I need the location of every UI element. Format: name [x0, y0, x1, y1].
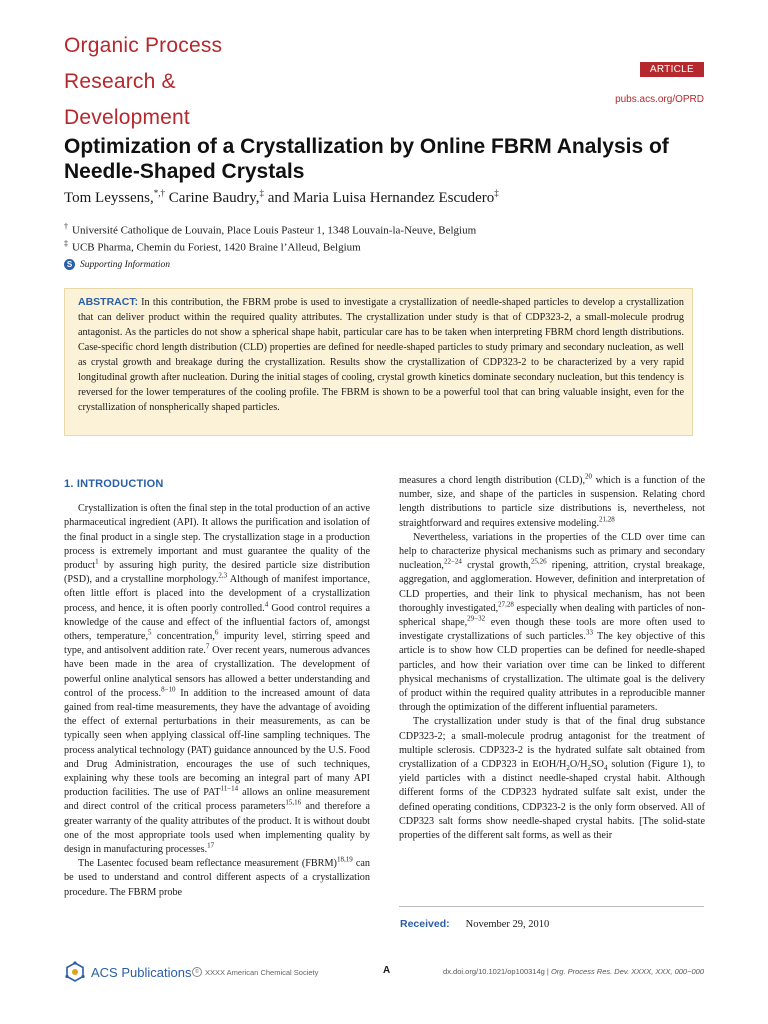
copyright-text: XXXX American Chemical Society [205, 967, 319, 977]
affiliation-1 [64, 220, 476, 238]
author-2-marks: ‡ [259, 188, 264, 198]
intro-paragraph-1: Crystallization is often the final step in the total production of an active pharmaceutical ingredient (API). It allows the purification and isolation of the final product in a single step. The crystallization stage in a production process is extremely important and must guarantee the quality of the product$^1$ by assuring high purity, the desired particle size distribution (PSD), and a crystalline morphology.$^{2,3}$ Although of manifest importance, often little effort is placed into the development of a crystallization process, and hence, it is often poorly controlled.$^4$ Good control requires a knowledge of the cause and effect of the influential factors of, amongst others, temperature,$^5$ concentration,$^6$ impurity level, stirring speed and type, and antisolvent addition rate.$^7$ Over recent years, numerous advances have been made in the area of crystallization. The development of powerful online analytical sensors has allowed a better understanding and control of the process.$^{8-10}$ In addition to the increased amount of data gained from real-time measurements, they have the advantage of avoiding the effect of external perturbations in their measurements, as can be typically seen when applying classical off-line sampling techniques. The process analytical technology (PAT) guidance announced by the U.S. Food and Drug Administration, encourages the use of such techniques, explaining why these tools are becoming an integral part of many API production facilities. The use of $PAT^{11-14}$ allows an online measurement and direct control of the critical process parameters$^{15,16}$ and therefore a greater warranty of the quality attributes of the product. It is without doubt one of the most appropriate tools used when implementing quality by design in manufacturing processes.$^{17}$ [64, 503, 371, 856]
copyright-notice [192, 967, 318, 977]
intro-paragraph-5: The crystallization under study is that of the final drug substance CDP323-2; a small-molecule prodrug antagonist for the treatment of multiple sclerosis. CDP323-2 is the hydrated sulfate salt obtained from crystallization of a CDP323 in EtOH/$H_2O/H_2SO_4$ solution (Figure 1), to yield particles with a distinct needle-shaped crystal habit. Although different forms of the CDP323 hydrated sulfate salt exist, under the defined operating conditions, CDP323-2 is the only form observed. All of CDP323 salt forms show needle-shaped crystal habits. [The solid-state properties of the different salt forms, as well as their [399, 716, 705, 842]
received-date-line [400, 918, 549, 930]
affiliation-1-text: Université Catholique de Louvain, Place Louis Pasteur 1, 1348 Louvain-la-Neuve, Belgium [72, 224, 477, 237]
affiliation-2 [64, 237, 361, 255]
intro-paragraph-2: The Lasentec focused beam reflectance measurement (FBRM)$^{18,19}$ can be used to understand and control different aspects of a crystallization procedure. The FBRM probe [64, 855, 371, 898]
journal-name-line-3: Development [64, 106, 190, 129]
author-1-marks: *,† [153, 188, 166, 198]
abstract-label: ABSTRACT: [78, 296, 139, 308]
author-list [64, 188, 499, 207]
page-number: A [383, 965, 391, 976]
intro-paragraph-3: measures a chord length distribution (CLD),$^{20}$ which is a function of the number, size, and shape of the particles in suspension. Relating chord length distributions to particle size distributions is, nevertheless, not straightforward and requires extensive modeling.$^{21,28}$ [399, 472, 705, 529]
affiliation-2-text: UCB Pharma, Chemin du Foriest, 1420 Braine l’Alleud, Belgium [72, 241, 361, 254]
received-label: Received: [400, 918, 450, 930]
received-date: November 29, 2010 [465, 919, 550, 930]
publisher-logo[interactable] [64, 961, 191, 983]
doi-link[interactable]: dx.doi.org/10.1021/op100314g [443, 967, 545, 976]
affiliation-2-mark: ‡ [64, 239, 68, 248]
author-3[interactable]: and Maria Luisa Hernandez Escudero [263, 190, 495, 206]
affiliation-1-mark: † [64, 222, 68, 231]
citation-text: Org. Process Res. Dev. XXXX, XXX, 000−000 [550, 967, 704, 976]
acs-hexagon-icon [64, 961, 86, 983]
page-footer [64, 961, 704, 983]
copyright-icon: © [192, 967, 202, 977]
journal-name-line-1: Organic Process [64, 34, 223, 57]
journal-logo [64, 28, 222, 136]
publisher-name: ACS Publications [91, 964, 192, 980]
supporting-info-icon: S [64, 259, 75, 270]
doi-citation[interactable]: dx.doi.org/10.1021/op100314g | Org. Process Res. Dev. XXXX, XXX, 000−000 [443, 967, 704, 976]
journal-name-line-2: Research & [64, 70, 176, 93]
author-2[interactable]: Carine Baudry, [165, 190, 260, 206]
journal-url-link[interactable]: pubs.acs.org/OPRD [615, 94, 704, 105]
supporting-info-label: Supporting Information [80, 259, 170, 270]
right-column [399, 474, 705, 843]
section-heading-introduction: 1. INTRODUCTION [64, 478, 164, 490]
intro-paragraph-4: Nevertheless, variations in the properties of the CLD over time can help to characterize physical mechanisms such as primary and secondary nucleation,$^{22-24}$ crystal growth,$^{25,26}$ ripening, attrition, crystal breakage, aggregation, and agglomeration. However, definition and interpretation of CLD properties, and their link to physical mechanism, has not been thoroughly investigated,$^{27,28}$ especially when dealing with particles of non-spherical shape,$^{29-32}$ even though these tools are more often used to investigate crystallizations of such particles.$^{33}$ The key objective of this article is to show how CLD properties can be defined for needle-shaped particles, and how their variation over time can be linked to different physical mechanisms of crystallization. The ultimate goal is the delivery of product within the required quality attributes in a reproducible manner through the optimization of the different influential parameters. [399, 531, 706, 714]
author-3-marks: ‡ [494, 188, 499, 198]
supporting-information-link[interactable] [64, 259, 170, 270]
left-column [64, 474, 370, 900]
article-type-badge: ARTICLE [640, 62, 704, 77]
paper-title: Optimization of a Crystallization by Online FBRM Analysis of Needle-Shaped Crystals [64, 135, 669, 183]
received-divider [399, 906, 704, 907]
abstract-box [64, 288, 693, 436]
author-1[interactable]: Tom Leyssens, [64, 190, 154, 206]
abstract-text: In this contribution, the FBRM probe is used to investigate a crystallization of needle-shaped particles to develop a crystallization that can deliver product within the required quality attributes. The crystallization under study is that of CDP323-2, a small-molecule prodrug antagonist. As the particles do not show a spherical shape habit, particular care has to be taken when interpreting FBRM chord length distributions. Case-specific chord length distribution (CLD) properties are defined for needle-shaped particles to study primary and secondary nucleation, as well as crystal growth and breakage during the crystallization. Results show the crystallization of CDP323-2 to be characterized by a very rapid longitudinal growth after nucleation. During the initial stages of cooling, crystal growth kinetics dominate secondary nucleation, but this tendency is reversed for the lower temperatures of the cooling profile. The FBRM is shown to be a powerful tool that can bring valuable insight, even for the crystallization of nonspherically shaped particles. [78, 297, 684, 413]
